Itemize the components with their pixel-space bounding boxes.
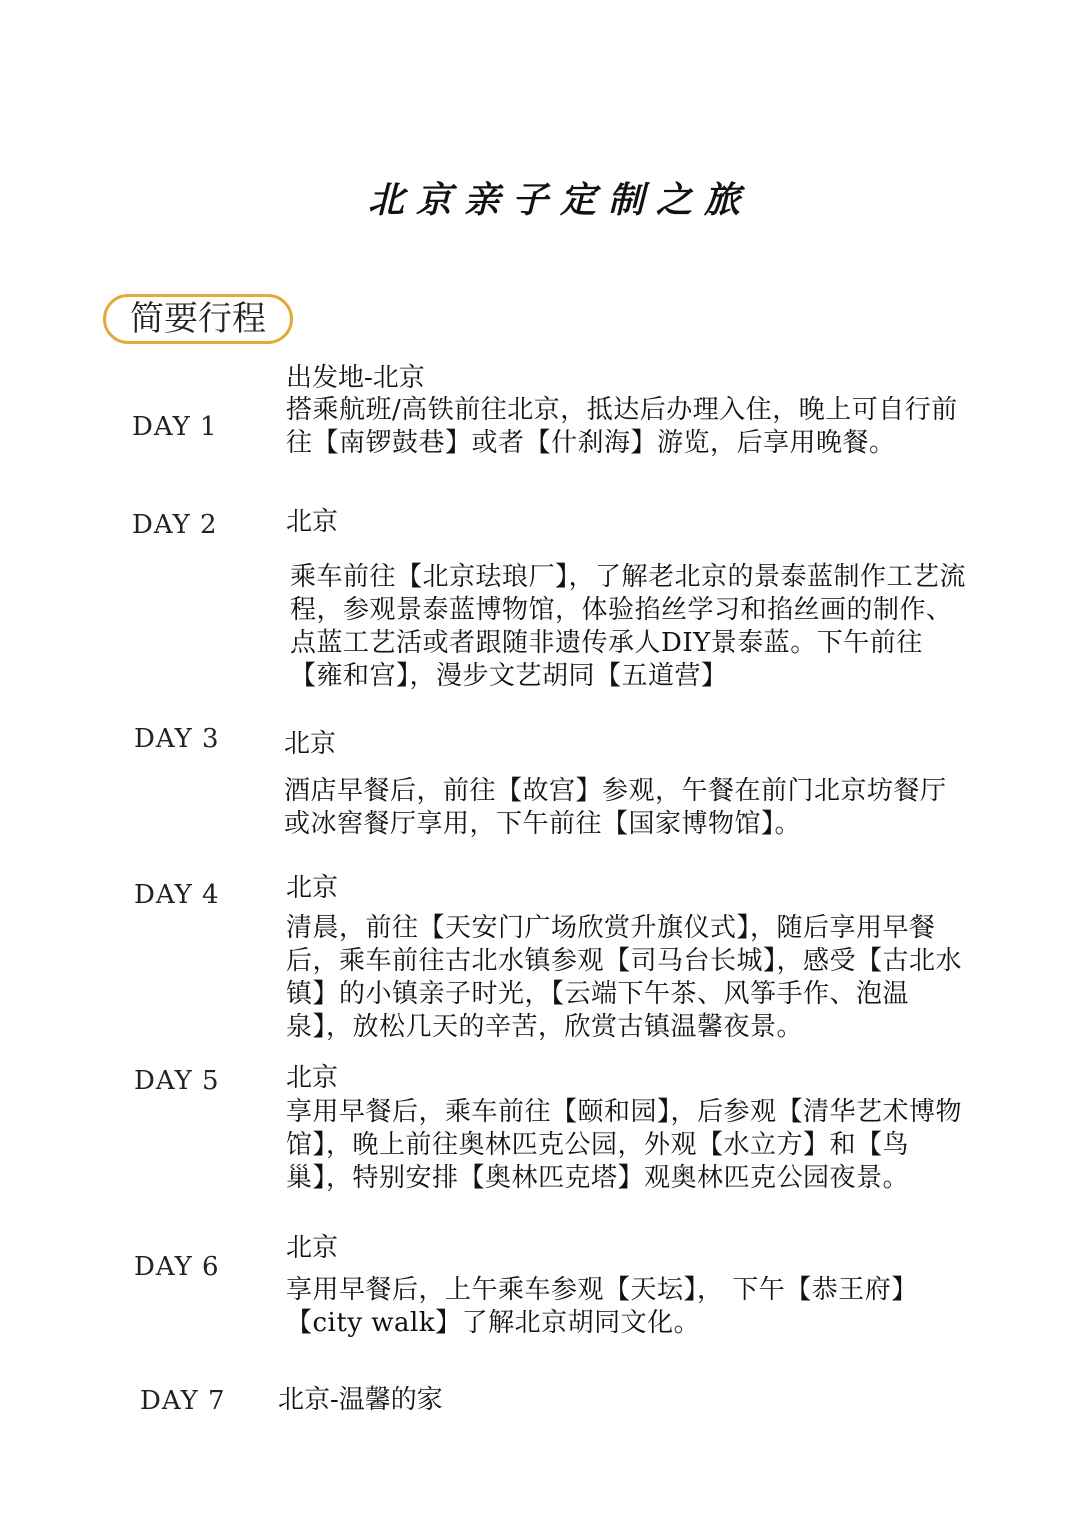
day-label: DAY 6 <box>134 1252 220 1282</box>
day-label: DAY 7 <box>140 1386 226 1416</box>
day-label: DAY 3 <box>134 724 220 754</box>
day-location: 北京 <box>286 873 339 903</box>
day-location: 北京 <box>286 1063 339 1093</box>
day-description: 酒店早餐后，前往【故宫】参观，午餐在前门北京坊餐厅或冰窖餐厅享用，下午前往【国家博物馆】。 <box>284 776 947 839</box>
day-location: 北京 <box>284 729 337 759</box>
page-title: 北京亲子定制之旅 <box>367 180 752 221</box>
day-description: 享用早餐后，乘车前往【颐和园】，后参观【清华艺术博物馆】，晚上前往奥林匹克公园，外观【水立方】和【鸟巢】，特别安排【奥林匹克塔】观奥林匹克公园夜景。 <box>286 1097 963 1193</box>
day-location: 出发地-北京 <box>286 363 425 393</box>
day-location: 北京 <box>286 1233 339 1263</box>
section-badge: 简要行程 <box>103 294 293 344</box>
day-location: 北京-温馨的家 <box>278 1385 443 1415</box>
day-description: 乘车前往【北京珐琅厂】，了解老北京的景泰蓝制作工艺流程，参观景泰蓝博物馆，体验掐丝学习和掐丝画的制作、点蓝工艺活或者跟随非遗传承人DIY景泰蓝。下午前往【雍和宫】，漫步文艺胡同【五道营】 <box>290 562 967 691</box>
day-label: DAY 4 <box>134 880 220 910</box>
day-label: DAY 2 <box>132 510 218 540</box>
day-description: 享用早餐后，上午乘车参观【天坛】， 下午【恭王府】【city walk】了解北京胡同文化。 <box>286 1275 918 1338</box>
day-location: 北京 <box>286 507 339 537</box>
day-description: 清晨，前往【天安门广场欣赏升旗仪式】，随后享用早餐后，乘车前往古北水镇参观【司马台长城】，感受【古北水镇】的小镇亲子时光，【云端下午茶、风筝手作、泡温泉】，放松几天的辛苦，欣赏古镇温馨夜景。 <box>286 913 963 1042</box>
day-label: DAY 1 <box>132 412 218 442</box>
day-description: 搭乘航班/高铁前往北京，抵达后办理入住，晚上可自行前往【南锣鼓巷】或者【什刹海】游览，后享用晚餐。 <box>286 395 958 458</box>
day-label: DAY 5 <box>134 1066 220 1096</box>
